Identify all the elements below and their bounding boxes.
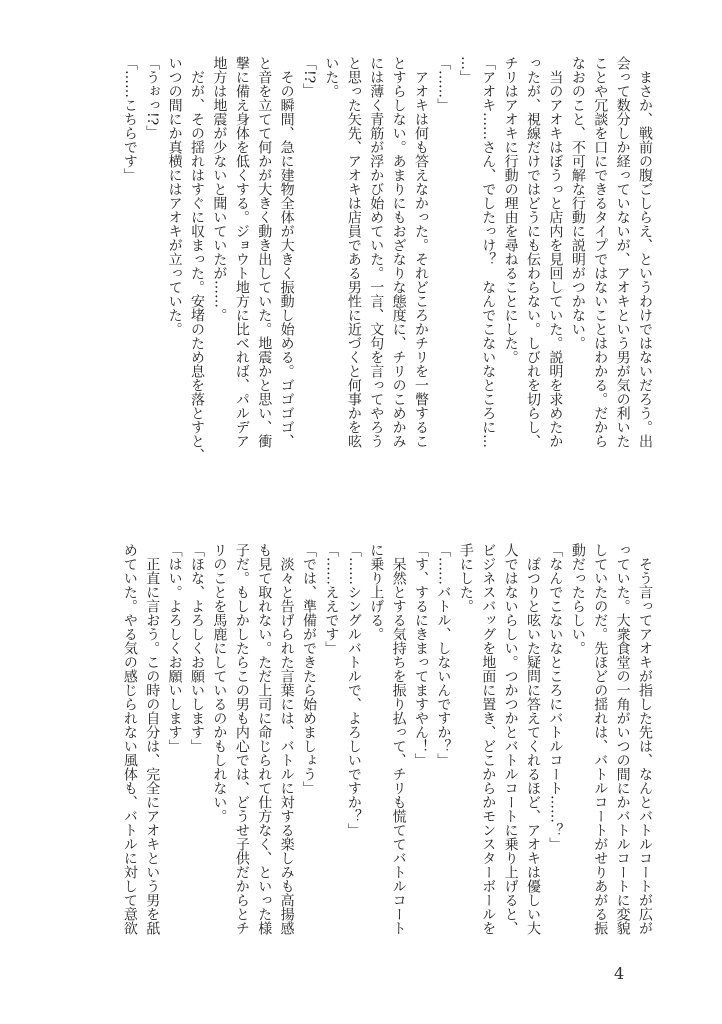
- text-line: 「……ええです」: [323, 543, 340, 655]
- text-line: には薄く青筋が浮かび始めていた。一言、文句を言ってやろう: [368, 56, 385, 448]
- text-line: 撃に備え身体を低くする。ジョウト地方に比べれば、パルデア: [233, 56, 250, 448]
- text-line: 「では、準備ができたら始めましょう」: [301, 543, 317, 795]
- text-line: いた。: [323, 56, 340, 98]
- text-line: 淡々と告げられた言葉には、バトルに対する楽しみも高揚感: [278, 543, 295, 935]
- page-number: 4: [614, 964, 625, 983]
- text-line: 「す、するにきまってますやん！」: [413, 543, 429, 767]
- text-line: 「!?」: [301, 56, 317, 98]
- text-line: 子だ。もしかしたらこの男も内心では、どうせ子供だからとチ: [233, 543, 250, 935]
- text-line: …」: [457, 56, 474, 84]
- text-line: に乗り上げる。: [368, 543, 385, 641]
- text-line: とすらしない。あまりにもおざなりな態度に、チリのこめかみ: [390, 56, 407, 448]
- text-line: も見て取れない。ただ上司に命じられて仕方なく、といった様: [256, 543, 273, 935]
- text-line: 「アオキ……さん、でしたっけ？ なんでこないなところに…: [480, 56, 497, 448]
- text-line: 地方は地震が少ないと聞いていたが……。: [211, 56, 228, 322]
- text-line: っていた。大衆食堂の一角がいつの間にかバトルコートに変貌: [614, 543, 631, 935]
- text-line: チリはアオキに行動の理由を尋ねることにした。: [502, 56, 519, 364]
- text-line: ったが、視線だけではどうにも伝わらない。しびれを切らし、: [525, 56, 541, 448]
- text-line: その瞬間、急に建物全体が大きく振動し始める。ゴゴゴゴ、: [278, 56, 295, 448]
- text-line: 当のアオキはぼうっと店内を見回していた。説明を求めたか: [547, 56, 564, 448]
- text-line: まさか、戦前の腹ごしらえ、というわけではないだろう。出: [637, 56, 653, 448]
- text-line: 「……こちらです」: [121, 56, 138, 182]
- text-line: ビジネスバッグを地面に置き、どこからかモンスターボールを: [480, 543, 497, 935]
- text-line: ぽつりと呟いた疑問に答えてくれるほど、アオキは優しい大: [525, 543, 541, 935]
- text-line: 「はい。よろしくお願いします」: [166, 543, 183, 753]
- text-line: 呆然とする気持ちを振り払って、チリも慌ててバトルコート: [390, 543, 407, 935]
- text-line: 「……バトル、しないんですか？」: [435, 543, 452, 767]
- text-line: アオキは何も答えなかった。それどころかチリを一瞥するこ: [413, 56, 429, 448]
- text-line: 「うぉっ!?」: [144, 56, 161, 140]
- text-line: めていた。やる気の感じられない風体も、バトルに対して意欲: [121, 543, 138, 935]
- text-line: 「……シングルバトルで、よろしいですか？」: [345, 543, 362, 837]
- text-line: そう言ってアオキが指した先は、なんとバトルコートが広が: [637, 543, 653, 935]
- text-line: 人ではないらしい。つかつかとバトルコートに乗り上げると、: [502, 543, 519, 935]
- text-line: していたのだ。先ほどの揺れは、バトルコートがせりあがる振: [592, 543, 609, 935]
- bottom-text-block: [116, 543, 656, 975]
- text-line: なおのこと、不可解な行動に説明がつかない。: [569, 56, 586, 350]
- text-line: ことや冗談を口にできるタイプではないことはわかる。だから: [592, 56, 609, 448]
- text-line: 手にした。: [457, 543, 474, 613]
- text-line: 「……」: [435, 56, 452, 112]
- text-line: リのことを馬鹿にしているのかもしれない。: [211, 543, 228, 823]
- text-line: いつの間にか真横にはアオキが立っていた。: [166, 56, 183, 336]
- text-line: 動だったらしい。: [569, 543, 586, 655]
- top-text-block: [116, 56, 656, 488]
- text-line: と音を立てて何かが大きく動き出していた。地震かと思い、衝: [256, 56, 273, 448]
- text-line: 「ほな、よろしくお願いします」: [189, 543, 205, 753]
- text-line: と思った矢先、アオキは店員である男性に近づくと何事かを呟: [345, 56, 362, 448]
- text-line: だが、その揺れはすぐに収まった。安堵のため息を落とすと、: [189, 56, 205, 462]
- text-line: 会って数分しか経っていないが、アオキという男が気の利いた: [614, 56, 631, 448]
- text-line: 正直に言おう。この時の自分は、完全にアオキという男を舐: [144, 543, 161, 935]
- text-line: 「なんでこないなところにバトルコート……？」: [547, 543, 564, 851]
